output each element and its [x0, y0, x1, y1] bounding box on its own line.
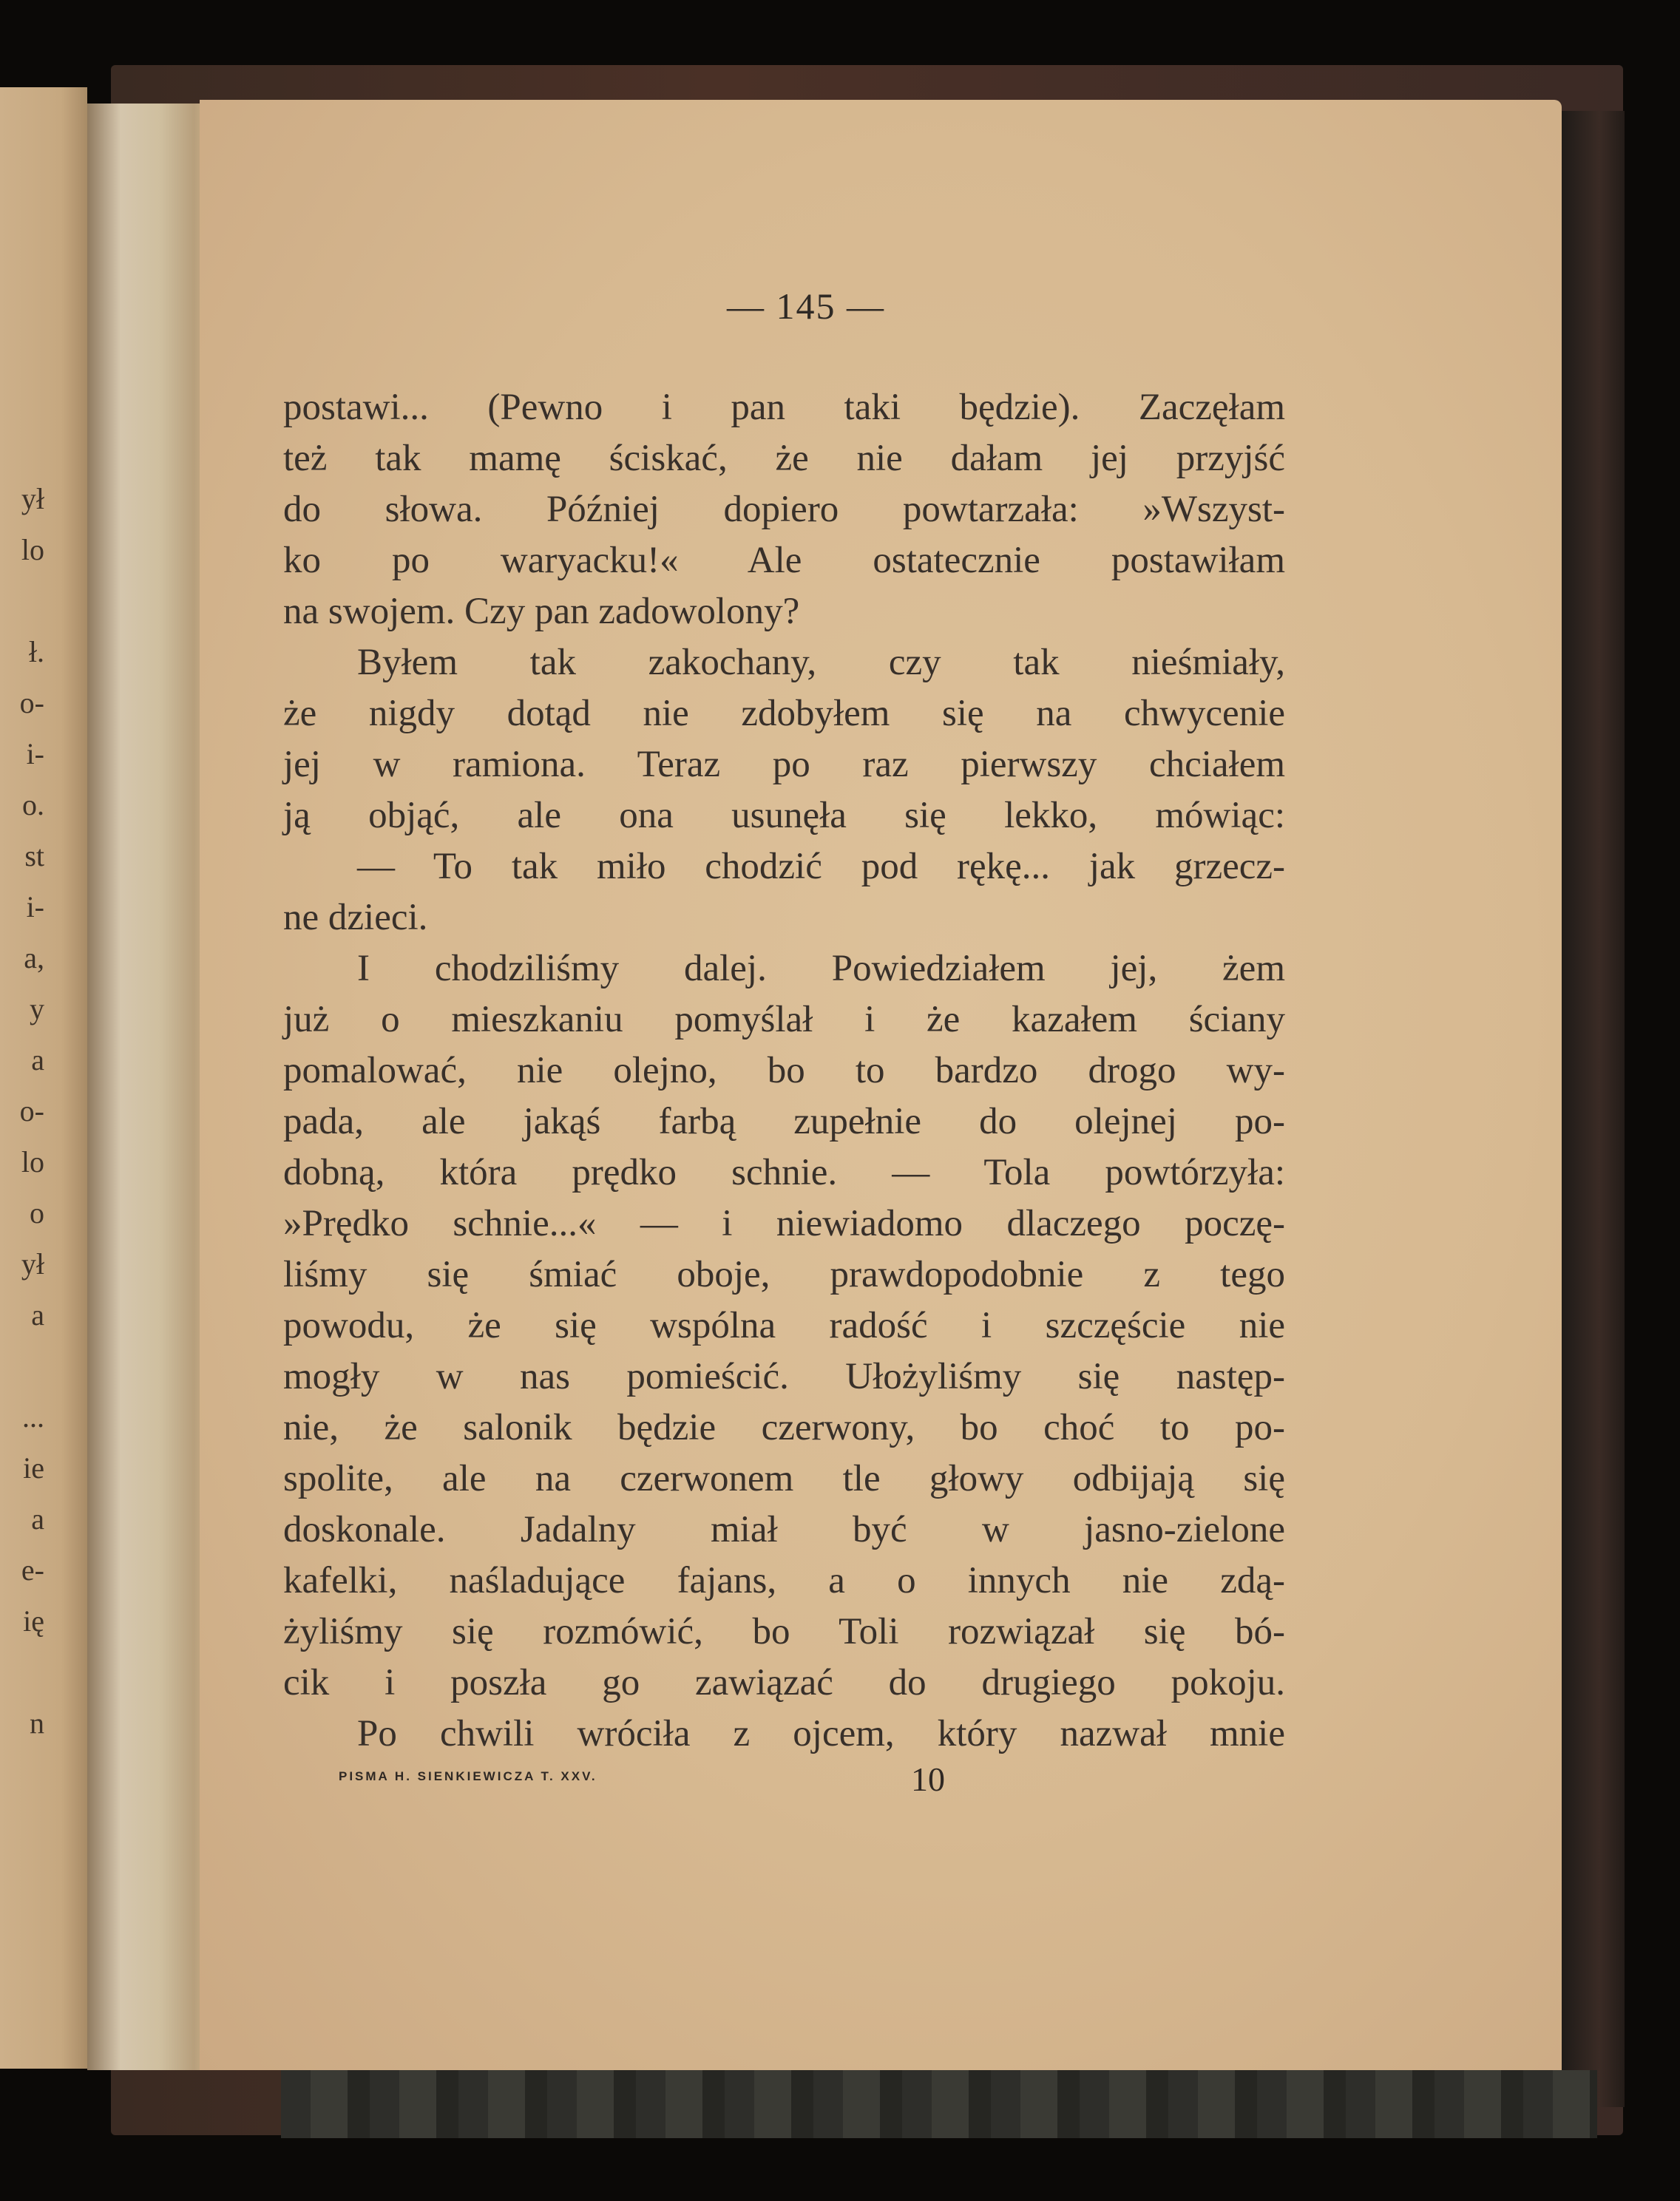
- left-fragment: o-: [19, 686, 44, 719]
- text-line: I chodziliśmy dalej. Powiedziałem jej, żem: [357, 948, 1285, 989]
- text-line: Byłem tak zakochany, czy tak nieśmiały,: [357, 642, 1285, 683]
- sheet-number: 10: [911, 1760, 945, 1798]
- left-fragment: ł.: [28, 635, 44, 668]
- left-fragment: i-: [26, 890, 44, 923]
- text-line: cik i poszła go zawiązać do drugiego pokoju.: [283, 1662, 1285, 1703]
- left-fragment: lo: [21, 1145, 44, 1178]
- left-fragment: [0, 1646, 44, 1698]
- left-fragment: a: [31, 1298, 44, 1332]
- printer-signature: PISMA H. SIENKIEWICZA T. XXV.: [339, 1769, 597, 1783]
- text-line: pomalować, nie olejno, bo to bardzo drogo wy-: [283, 1050, 1285, 1091]
- left-fragment: [0, 575, 44, 626]
- left-fragment: st: [24, 839, 44, 872]
- left-fragment: i-: [26, 737, 44, 770]
- text-line: — To tak miło chodzić pod rękę... jak grzecz-: [357, 846, 1285, 887]
- left-fragment: o: [30, 1196, 44, 1230]
- left-fragment: ...: [22, 1400, 44, 1434]
- text-line: kafelki, naśladujące fajans, a o innych nie zdą-: [283, 1560, 1285, 1601]
- text-line: jej w ramiona. Teraz po raz pierwszy chciałem: [283, 744, 1285, 785]
- text-line: już o mieszkaniu pomyślał i że kazałem ściany: [283, 999, 1285, 1040]
- book-cover-bottom-edge: [281, 2070, 1597, 2138]
- text-line: powodu, że się wspólna radość i szczęście nie: [283, 1305, 1285, 1346]
- text-line: dobną, która prędko schnie. — Tola powtórzyła:: [283, 1152, 1285, 1193]
- left-fragment: ię: [23, 1604, 44, 1638]
- text-line: do słowa. Później dopiero powtarzała: »Wszyst-: [283, 489, 1285, 530]
- left-fragment: y: [30, 992, 44, 1025]
- left-fragment: [0, 1340, 44, 1391]
- left-fragment: a: [31, 1502, 44, 1536]
- text-line: liśmy się śmiać oboje, prawdopodobnie z tego: [283, 1254, 1285, 1295]
- book-cover-right-edge: [1562, 111, 1625, 2107]
- text-line: mogły w nas pomieścić. Ułożyliśmy się następ-: [283, 1356, 1285, 1397]
- text-line: ją objąć, ale ona usunęła się lekko, mówiąc:: [283, 795, 1285, 836]
- text-line: ko po waryacku!« Ale ostatecznie postawiłam: [283, 540, 1285, 581]
- left-fragment: a: [31, 1043, 44, 1076]
- text-line: że nigdy dotąd nie zdobyłem się na chwycenie: [283, 693, 1285, 734]
- text-line: na swojem. Czy pan zadowolony?: [283, 591, 800, 632]
- text-line: ne dzieci.: [283, 897, 428, 938]
- left-fragment: o-: [19, 1094, 44, 1127]
- left-fragment: e-: [21, 1553, 44, 1587]
- left-fragment: lo: [21, 533, 44, 566]
- text-line: spolite, ale na czerwonem tle głowy odbijają się: [283, 1458, 1285, 1499]
- page-body-text: [283, 382, 1285, 1760]
- text-line: doskonale. Jadalny miał być w jasno-zielone: [283, 1509, 1285, 1550]
- left-fragment: ył: [21, 1247, 44, 1281]
- left-fragment: n: [30, 1706, 44, 1740]
- page-footer: [283, 1756, 1230, 1800]
- text-line: też tak mamę ściskać, że nie dałam jej przyjść: [283, 438, 1285, 479]
- text-line: Po chwili wróciła z ojcem, który nazwał mnie: [357, 1713, 1285, 1754]
- text-line: »Prędko schnie...« — i niewiadomo dlaczego poczę-: [283, 1203, 1285, 1244]
- left-fragment: a,: [24, 941, 44, 974]
- left-fragment: ył: [21, 482, 44, 515]
- left-page-text-fragments: [0, 473, 44, 1749]
- text-line: postawi... (Pewno i pan taki będzie). Zaczęłam: [283, 387, 1285, 428]
- left-fragment: ie: [23, 1451, 44, 1485]
- text-line: żyliśmy się rozmówić, bo Toli rozwiązał się bó-: [283, 1611, 1285, 1652]
- text-line: nie, że salonik będzie czerwony, bo choć to po-: [283, 1407, 1285, 1448]
- page-number: — 145 —: [727, 285, 885, 327]
- text-line: pada, ale jakąś farbą zupełnie do olejnej po-: [283, 1101, 1285, 1142]
- left-fragment: o.: [22, 788, 44, 821]
